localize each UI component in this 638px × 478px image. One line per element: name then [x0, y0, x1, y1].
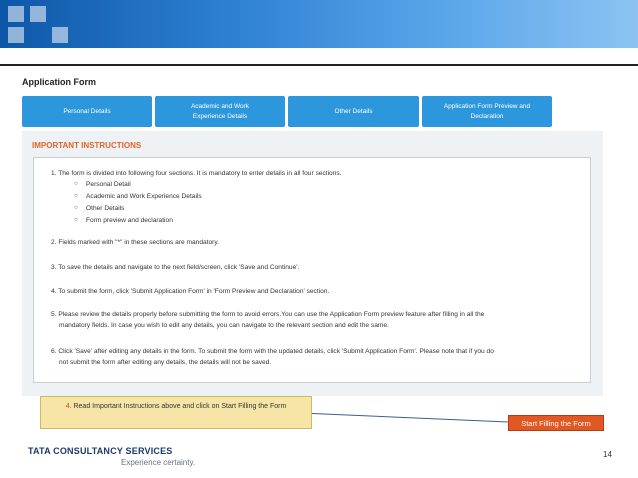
section-list-item: ○ Other Details: [86, 205, 124, 212]
callout-text: Read Important Instructions above and click on Start Filling the Form: [73, 403, 287, 410]
instruction-5: 5. Please review the details properly before submitting the form to avoid errors.You can use the Application Form preview feature after filling in all the: [51, 311, 485, 318]
tab-other-details[interactable]: Other Details: [288, 96, 419, 127]
instruction-5-cont: mandatory fields. In case you wish to edit any details, you can navigate to the relevant section and edit the same.: [59, 322, 389, 329]
instruction-6: 6. Click 'Save' after editing any details in the form. To submit the form with the updated details, click 'Submit Application Form'. Please note that if you do: [51, 348, 494, 355]
tab-personal-details[interactable]: Personal Details: [22, 96, 152, 127]
instruction-4: 4. To submit the form, click 'Submit Application Form' in 'Form Preview and Declaration' section.: [51, 288, 330, 295]
section-list-item: ○ Academic and Work Experience Details: [86, 193, 202, 200]
banner-decoration: [8, 6, 24, 22]
banner-decoration: [52, 27, 68, 43]
section-list-item: ○ Form preview and declaration: [86, 217, 173, 224]
instruction-1: 1. The form is divided into following four sections. It is mandatory to enter details in all four sections.: [51, 170, 342, 177]
callout-note: [40, 396, 312, 429]
instructions-heading: IMPORTANT INSTRUCTIONS: [32, 141, 142, 150]
instruction-2: 2. Fields marked with "*" in these sections are mandatory.: [51, 239, 220, 246]
callout-connector: [312, 413, 508, 423]
banner-decoration: [30, 6, 46, 22]
tab-form-preview-declaration[interactable]: Application Form Preview and Declaration: [422, 96, 552, 127]
instruction-3: 3. To save the details and navigate to the next field/screen, click 'Save and Continue'.: [51, 264, 300, 271]
tab-academic-work-details[interactable]: Academic and Work Experience Details: [155, 96, 285, 127]
brand-logo-text: TATA CONSULTANCY SERVICES: [28, 446, 173, 456]
brand-tagline: Experience certainty.: [121, 458, 196, 467]
tab-bar: [22, 96, 552, 127]
instruction-6-cont: not submit the form after editing any details, the details will not be saved.: [59, 359, 272, 366]
start-filling-button[interactable]: Start Filling the Form: [508, 415, 604, 431]
section-list-item: ○ Personal Detail: [86, 181, 131, 188]
banner-decoration: [8, 27, 24, 43]
header-banner: [0, 0, 638, 48]
callout-number: 4.: [65, 403, 72, 410]
header-divider: [0, 64, 638, 66]
page-title: Application Form: [22, 77, 96, 87]
page-number: 14: [603, 450, 612, 459]
